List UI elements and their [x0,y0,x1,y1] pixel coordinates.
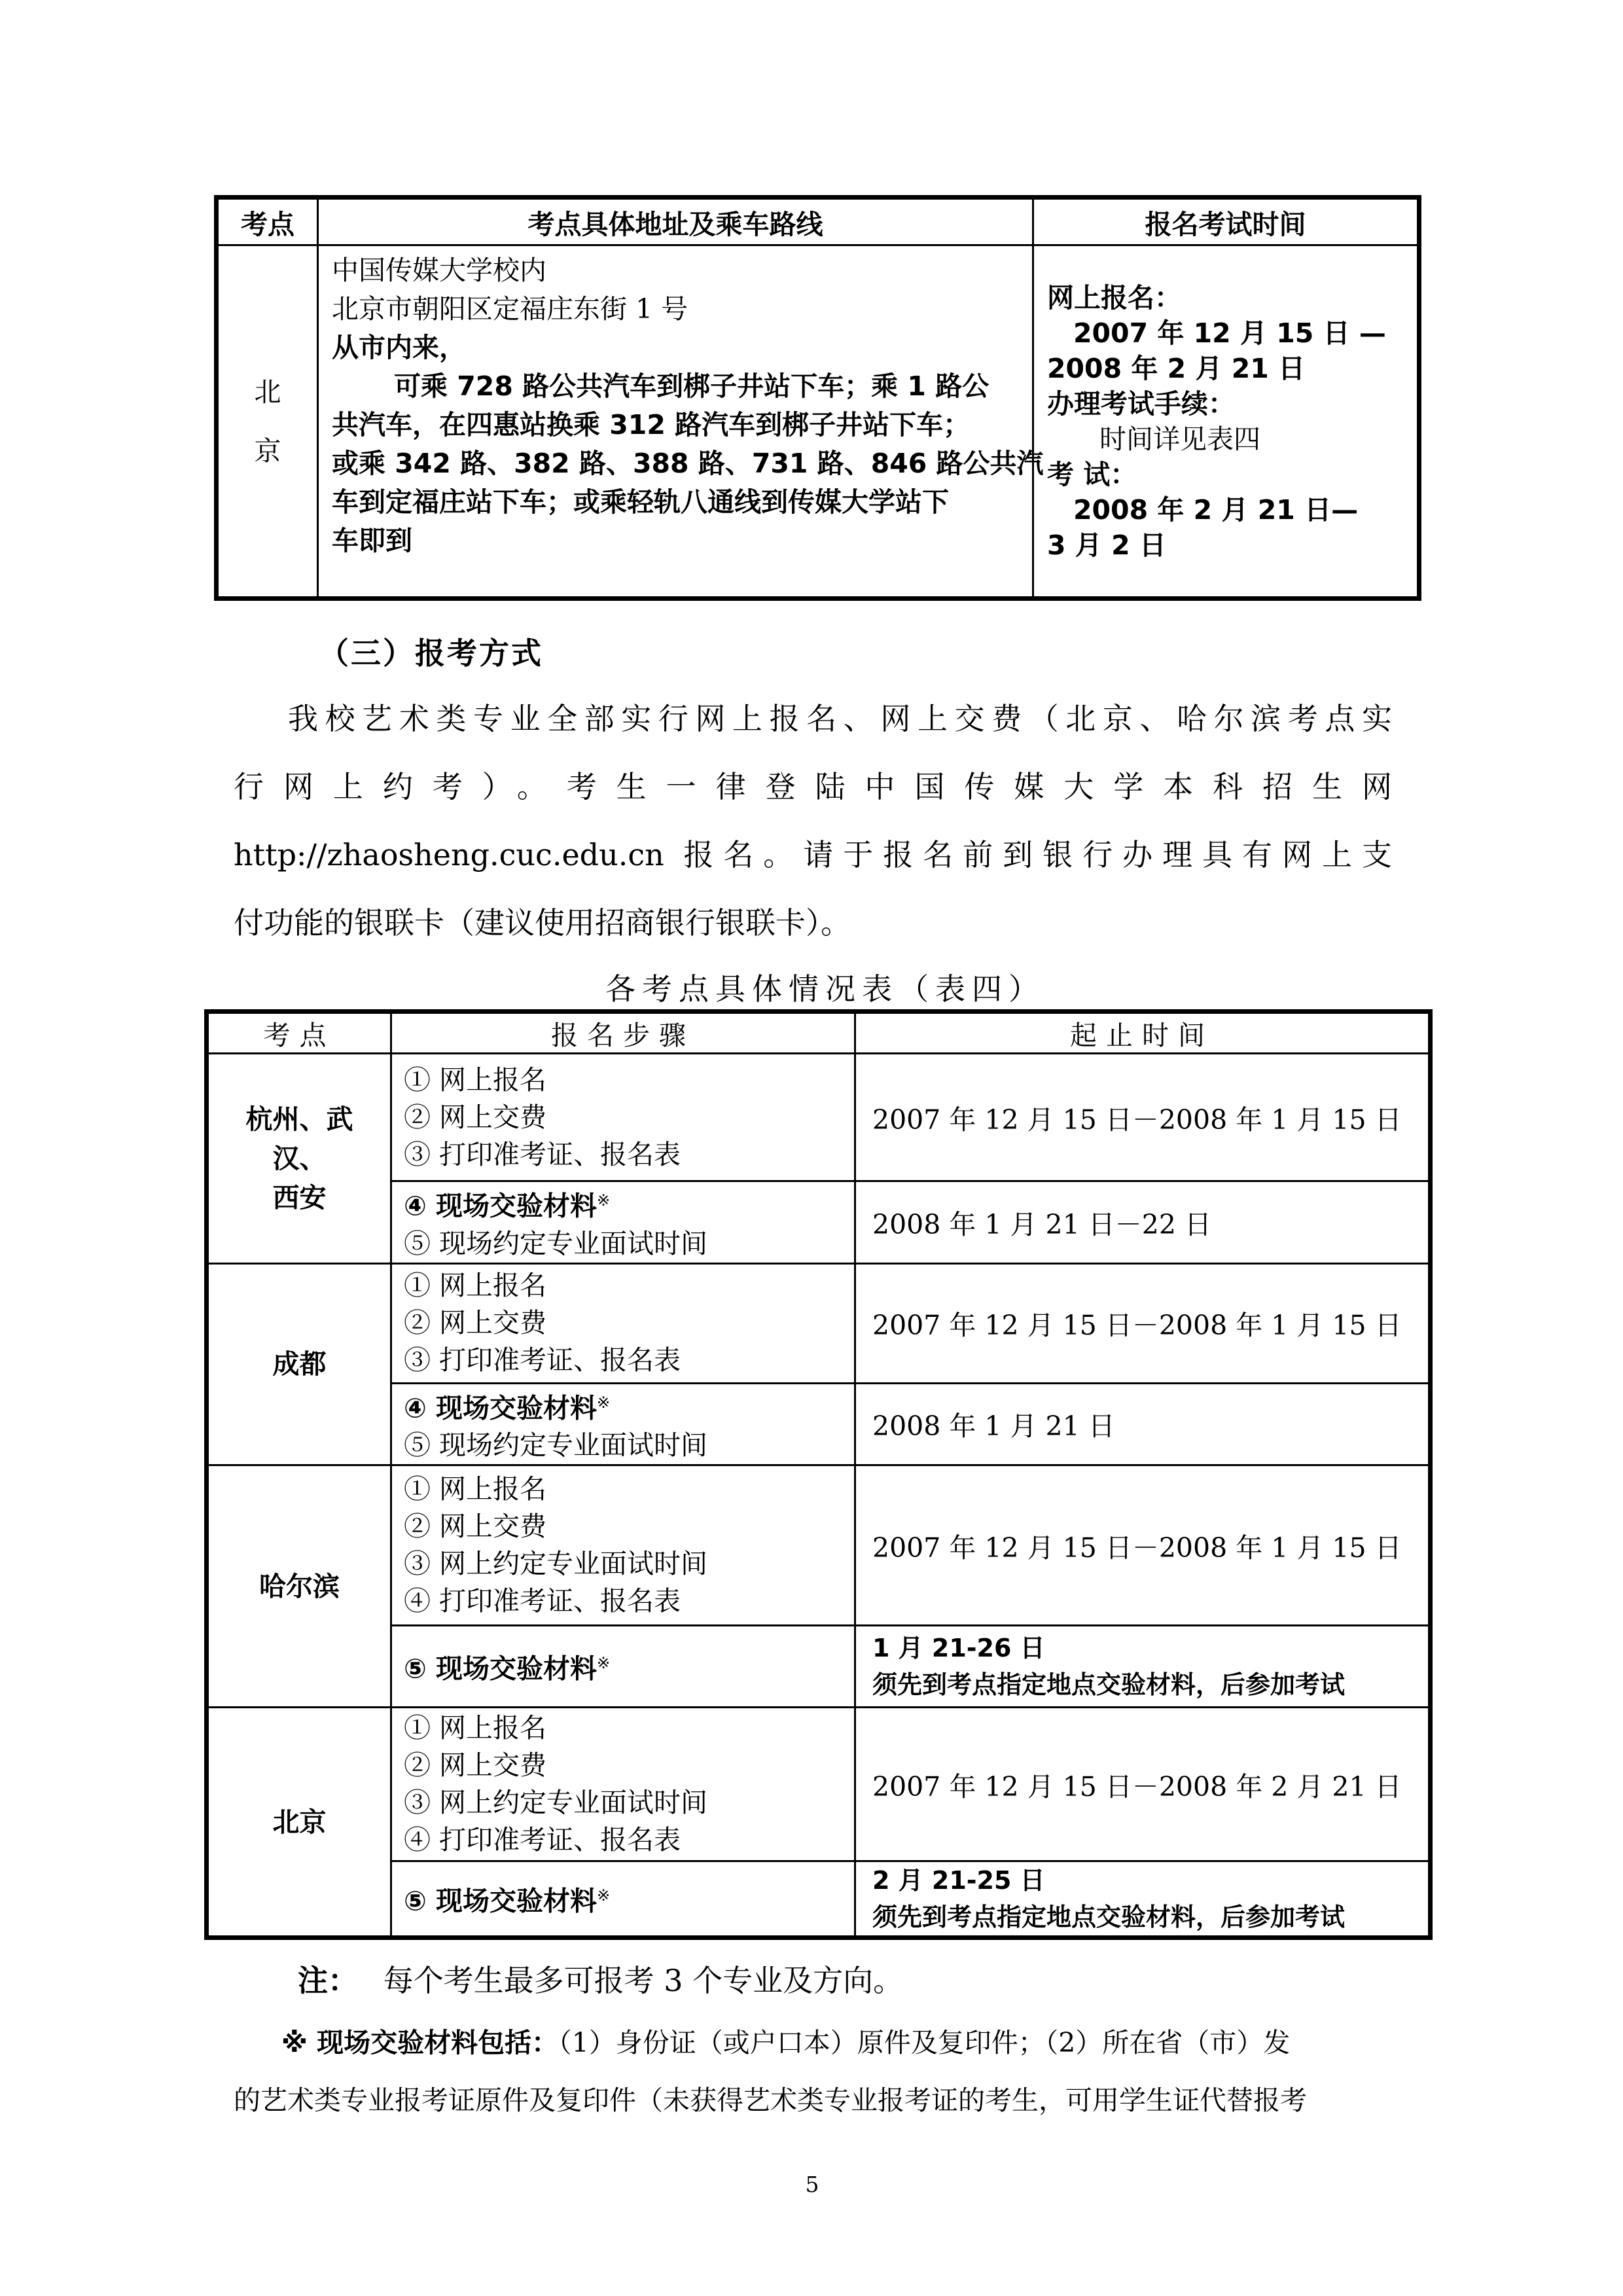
route-line: 可乘 728 路公共汽车到梆子井站下车；乘 1 路公 [394,370,990,402]
step-item: ① 网上报名 [404,1270,547,1302]
online-period: 2007 年 12 月 15 日－2008 年 1 月 15 日 [855,1263,1431,1383]
route-line: 从市内来， [332,332,466,363]
onsite-steps-cell [391,1383,855,1465]
paragraph-line: 我校艺术类专业全部实行网上报名、网上交费（北京、哈尔滨考点实 [288,701,1392,736]
online-steps-cell [391,1263,855,1383]
time-line: 2008 年 2 月 21 日 [1047,352,1306,384]
step-item: ① 网上报名 [404,1064,547,1096]
online-steps-cell [391,1465,855,1626]
exam-schedule-table [204,1009,1433,1940]
step-item: ④ 打印准考证、报名表 [404,1824,681,1856]
time-line: 网上报名： [1047,281,1181,314]
step-item: ⑤ 现场约定专业面试时间 [404,1227,708,1259]
route-line: 或乘 342 路、382 路、388 路、731 路、846 路公共汽 [332,448,1044,479]
table-row [207,1708,1431,1861]
paragraph-line: http://zhaosheng.cuc.edu.cn 报名。请于报名前到银行办理具有网上支 [234,837,1392,872]
time-line: 2007 年 12 月 15 日 — [1073,317,1386,349]
step-item: ② 网上交费 [404,1749,547,1782]
period-line: 1 月 21-26 日 [872,1634,1045,1663]
exam-time-cell [1033,245,1419,599]
site-chengdu [207,1263,391,1465]
exam-site-address-table [214,195,1421,601]
site-line: 哈尔滨 [259,1570,340,1602]
step-item: ③ 打印准考证、报名表 [404,1344,681,1376]
site-line: 北京 [272,1806,327,1838]
paragraph-line: 付功能的银联卡（建议使用招商银行银联卡）。 [234,905,851,941]
header-time: 报名考试时间 [1033,198,1419,245]
onsite-steps-cell [391,1181,855,1264]
header-site: 考点 [217,198,318,245]
footnote-text: （1）身份证（或户口本）原件及复印件；（2）所在省（市）发 [558,2027,1291,2058]
reference-mark: ※ [597,1654,611,1673]
step-item: ④ 现场交验材料 [404,1190,597,1222]
period-line: 须先到考点指定地点交验材料，后参加考试 [872,1903,1346,1932]
step-item: ③ 网上约定专业面试时间 [404,1548,708,1580]
step-item: ① 网上报名 [404,1473,547,1505]
route-line: 车即到 [332,525,412,556]
site-beijing [217,245,318,599]
route-line: 北京市朝阳区定福庄东街 1 号 [332,293,688,325]
footnote-label: ※ 现场交验材料包括： [281,2027,559,2058]
address-route-cell [318,245,1044,599]
reference-mark: ※ [597,1393,611,1412]
site-harbin [207,1465,391,1708]
route-line: 车到定福庄站下车；或乘轻轨八通线到传媒大学站下 [332,486,949,518]
online-steps-cell [391,1708,855,1861]
page-number: 5 [805,2172,819,2197]
route-line: 共汽车，在四惠站换乘 312 路汽车到梆子井站下车； [332,409,971,440]
table-title: 各考点具体情况表（表四） [605,971,1045,1007]
step-item: ⑤ 现场交验材料 [404,1653,597,1685]
header-address: 考点具体地址及乘车路线 [318,198,1033,245]
onsite-period: 2008 年 1 月 21 日－22 日 [855,1181,1431,1264]
header-period: 起止时间 [855,1012,1431,1054]
note [298,1957,903,2000]
note-label: 注： [298,1963,358,1998]
step-item: ④ 打印准考证、报名表 [404,1585,681,1617]
route-line: 中国传媒大学校内 [332,255,546,286]
footnote-line [281,2021,1290,2060]
time-line: 3 月 2 日 [1047,529,1166,561]
site-line: 西安 [272,1181,327,1213]
time-line: 办理考试手续： [1047,387,1235,420]
reference-mark: ※ [597,1886,611,1905]
online-steps-cell [391,1054,855,1181]
site-hangzhou-wuhan-xian [207,1054,391,1264]
header-site: 考点 [207,1012,391,1054]
paragraph-line: 行网上约考）。考生一律登陆中国传媒大学本科招生网 [234,769,1392,804]
step-item: ② 网上交费 [404,1101,547,1133]
table-row [207,1263,1431,1383]
step-item: ⑤ 现场约定专业面试时间 [404,1429,708,1462]
step-item: ③ 网上约定专业面试时间 [404,1787,708,1819]
period-line: 2 月 21-25 日 [872,1866,1045,1895]
step-item: ① 网上报名 [404,1712,547,1744]
site-char: 北 [254,376,281,408]
table-header-row [217,198,1419,245]
period-line: 须先到考点指定地点交验材料，后参加考试 [872,1670,1346,1700]
onsite-steps-cell [391,1861,855,1938]
site-line: 成都 [272,1348,327,1380]
step-item: ③ 打印准考证、报名表 [404,1138,681,1170]
table-row [207,1465,1431,1626]
step-item: ④ 现场交验材料 [404,1392,597,1424]
onsite-period [855,1861,1431,1938]
online-period: 2007 年 12 月 15 日－2008 年 2 月 21 日 [855,1708,1431,1861]
step-item: ② 网上交费 [404,1511,547,1543]
step-item: ② 网上交费 [404,1307,547,1339]
time-line: 考 试： [1047,458,1137,490]
site-line: 杭州、武 [245,1103,353,1135]
table-row [217,245,1419,599]
table-header-row [207,1012,1431,1054]
header-steps: 报名步骤 [391,1012,855,1054]
section-title: （三）报考方式 [319,636,543,671]
online-period: 2007 年 12 月 15 日－2008 年 1 月 15 日 [855,1465,1431,1626]
onsite-steps-cell [391,1626,855,1708]
site-char: 京 [254,435,281,467]
reference-mark: ※ [597,1191,611,1210]
time-line: 2008 年 2 月 21 日— [1073,493,1359,526]
onsite-period: 2008 年 1 月 21 日 [855,1383,1431,1465]
site-line: 汉、 [272,1142,327,1174]
time-line: 时间详见表四 [1099,423,1260,455]
note-text: 每个考生最多可报考 3 个专业及方向。 [383,1963,904,1998]
footnote-line: 的艺术类专业报考证原件及复印件（未获得艺术类专业报考证的考生，可用学生证代替报考 [234,2085,1307,2116]
online-period: 2007 年 12 月 15 日－2008 年 1 月 15 日 [855,1054,1431,1181]
step-item: ⑤ 现场交验材料 [404,1886,597,1918]
site-beijing [207,1708,391,1938]
onsite-period [855,1626,1431,1708]
table-row [207,1054,1431,1181]
